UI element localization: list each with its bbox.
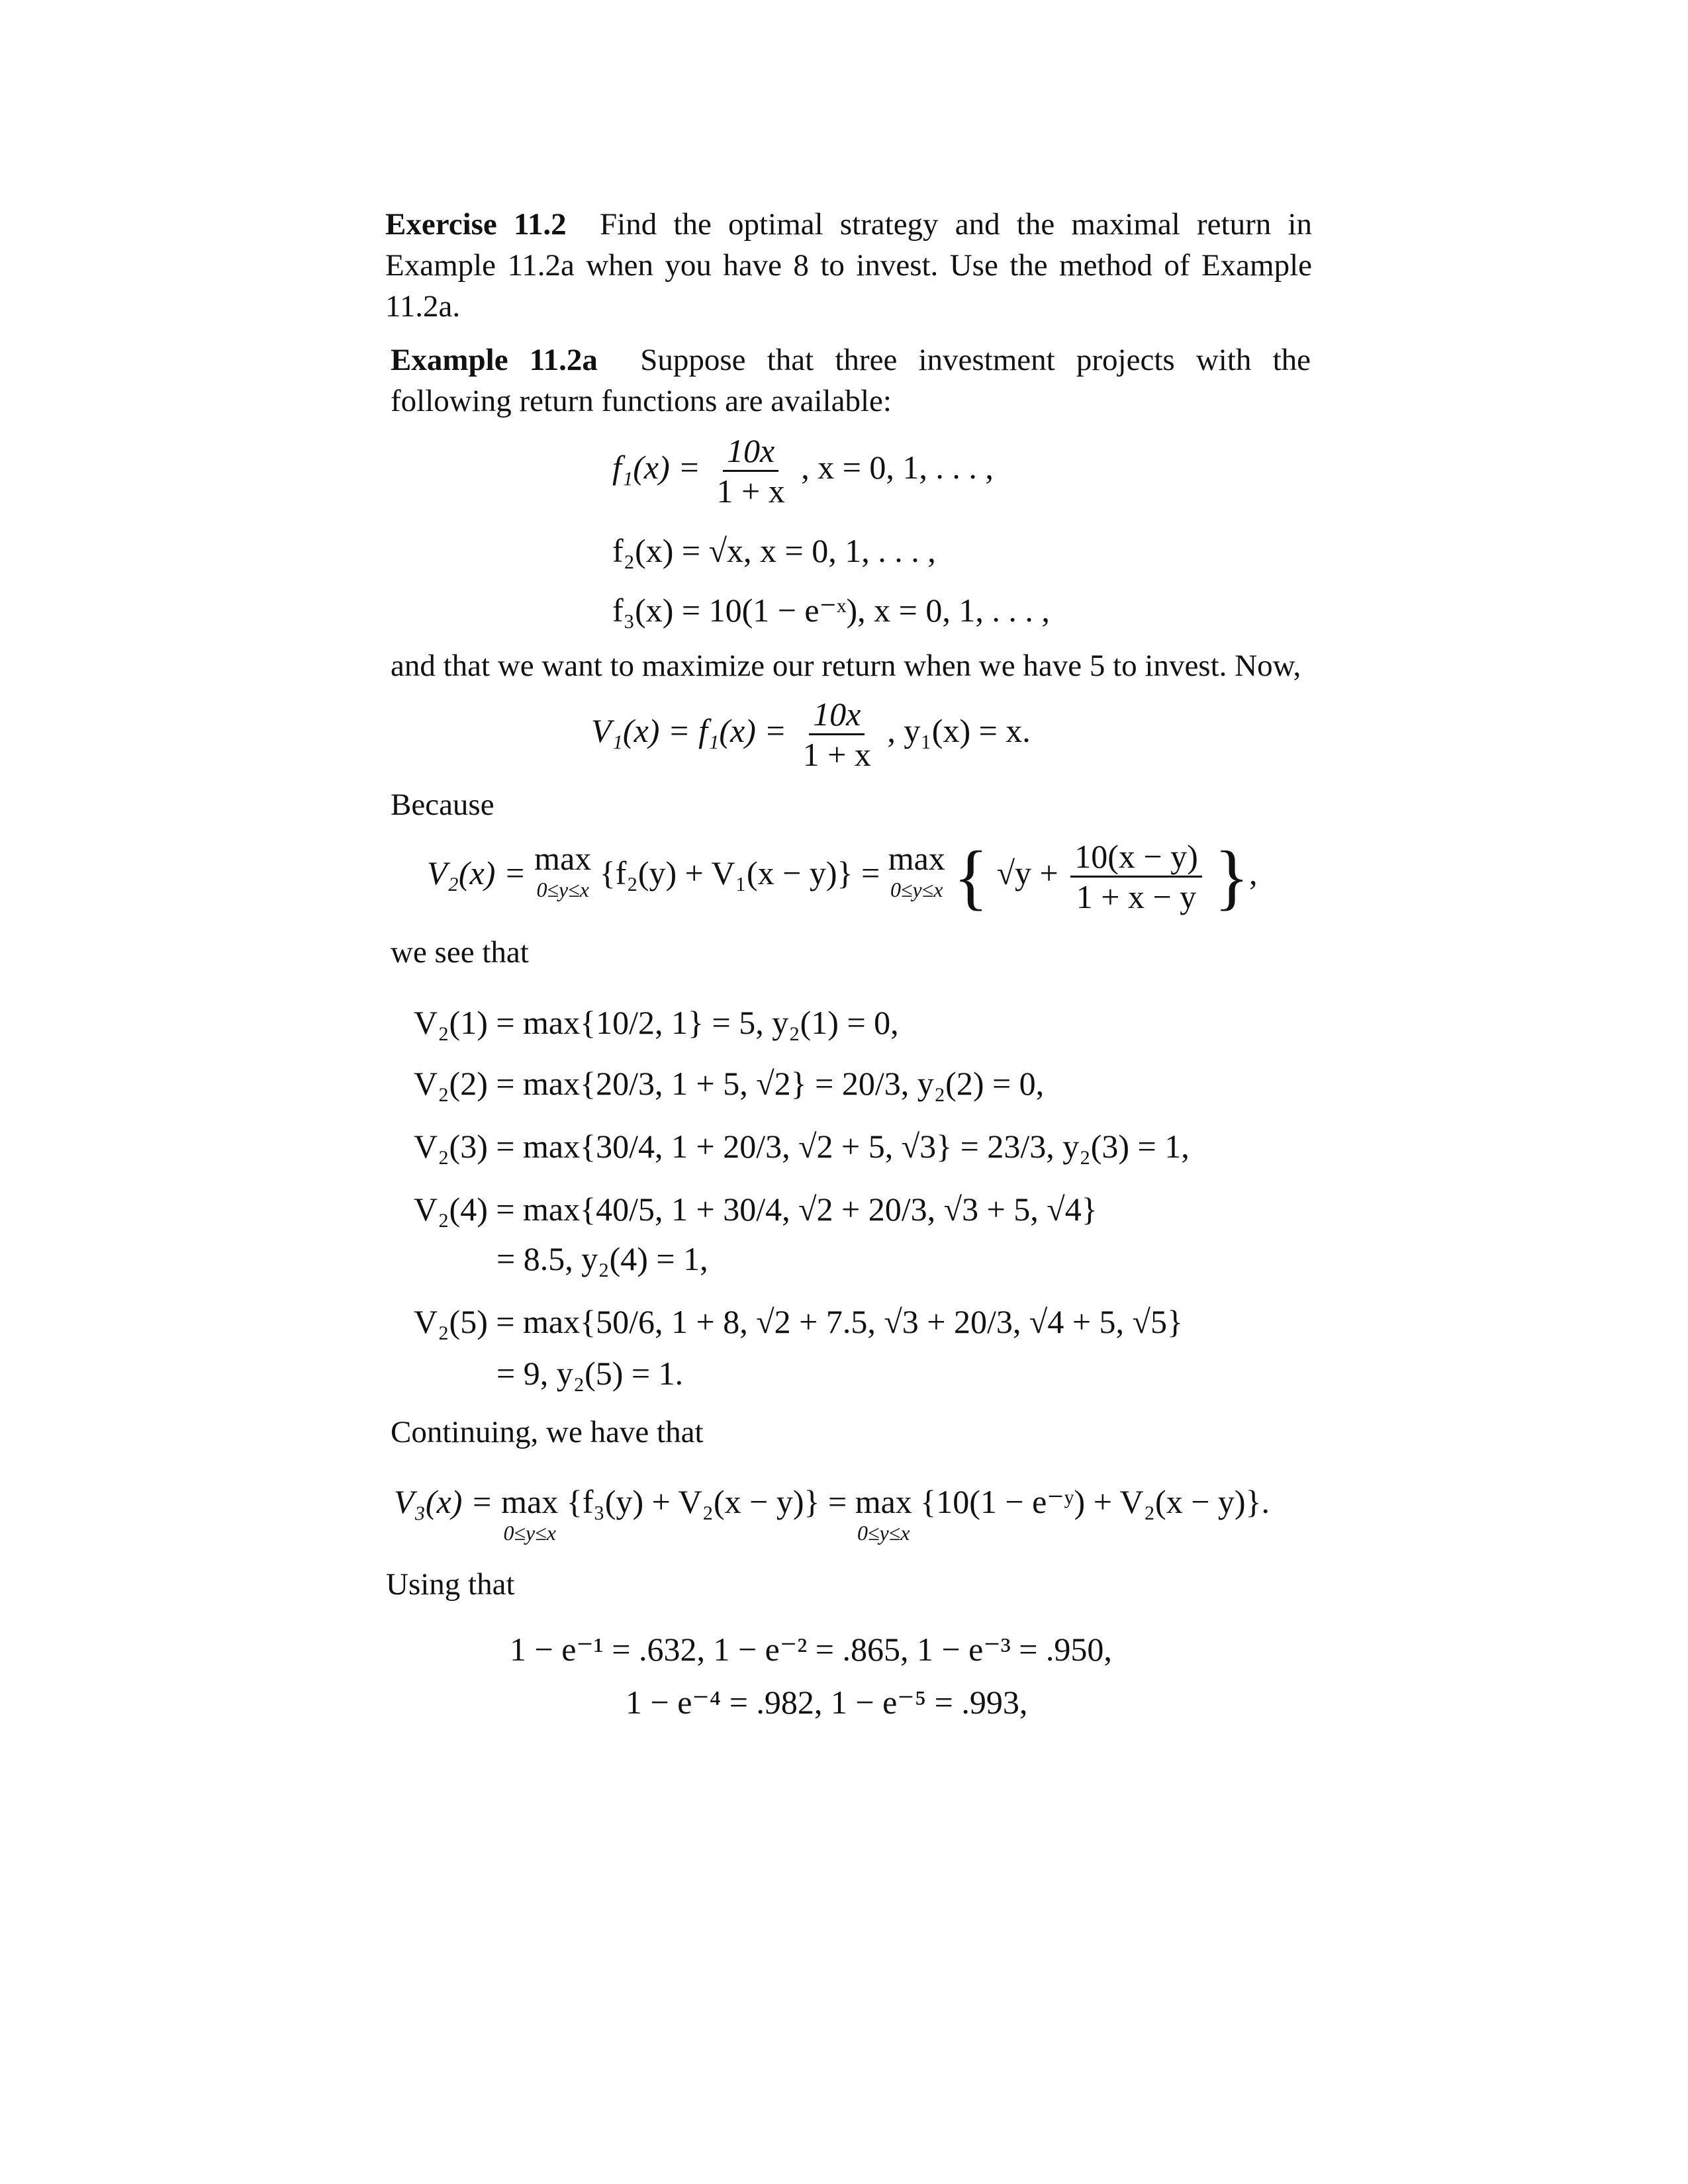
f2-text: f₂(x) = √x, x = 0, 1, . . . , xyxy=(612,532,936,569)
max-label: max xyxy=(888,840,945,877)
v2-fraction xyxy=(1070,837,1202,916)
v2-value-2 xyxy=(414,1062,1044,1105)
max-range: 0≤y≤x xyxy=(857,1521,910,1545)
max-range: 0≤y≤x xyxy=(536,878,589,901)
equation-f3 xyxy=(612,589,1050,631)
left-brace: { xyxy=(953,836,989,917)
v2-lhs: V₂(x) = xyxy=(427,854,526,891)
exp-values-text: 1 − e⁻¹ = .632, 1 − e⁻² = .865, 1 − e⁻³ = .950, xyxy=(510,1631,1112,1668)
equation-f1 xyxy=(612,432,994,510)
exercise-paragraph xyxy=(385,204,1312,327)
example-paragraph xyxy=(391,340,1311,422)
v2-value-text: V₂(5) = max{50/6, 1 + 8, √2 + 7.5, √3 + 20/3, √4 + 5, √5} xyxy=(414,1303,1183,1340)
v2-value-text: = 8.5, y₂(4) = 1, xyxy=(496,1240,708,1277)
example-label: Example 11.2a xyxy=(391,343,598,377)
max-label: max xyxy=(501,1483,559,1520)
v2-value-text: V₂(4) = max{40/5, 1 + 30/4, √2 + 20/3, √3 + 5, √4} xyxy=(414,1191,1098,1228)
exp-values-text: 1 − e⁻⁴ = .982, 1 − e⁻⁵ = .993, xyxy=(626,1684,1028,1721)
continuing-paragraph xyxy=(391,1412,704,1453)
max-range: 0≤y≤x xyxy=(890,878,943,901)
v1-denominator: 1 + x xyxy=(802,736,871,773)
v3-end: {10(1 − e⁻ʸ) + V₂(x − y)}. xyxy=(920,1483,1270,1520)
v2-denominator: 1 + x − y xyxy=(1076,878,1197,915)
exercise-label: Exercise 11.2 xyxy=(385,207,567,242)
exp-values-line-2 xyxy=(626,1681,1027,1723)
v3-middle: {f₃(y) + V₂(x − y)} = xyxy=(566,1483,847,1520)
maximize-text: and that we want to maximize our return when we have 5 to invest. Now, xyxy=(391,649,1301,683)
v2-value-1 xyxy=(414,1001,899,1044)
v1-numerator: 10x xyxy=(809,695,865,735)
max-range: 0≤y≤x xyxy=(503,1521,556,1545)
v3-max-operator-1 xyxy=(501,1480,558,1543)
right-brace: } xyxy=(1214,836,1250,917)
continuing-text: Continuing, we have that xyxy=(391,1415,704,1449)
v2-value-5 xyxy=(414,1300,1183,1343)
v2-value-text: V₂(1) = max{10/2, 1} = 5, y₂(1) = 0, xyxy=(414,1004,899,1041)
max-label: max xyxy=(855,1483,912,1520)
v2-numerator: 10(x − y) xyxy=(1070,837,1202,878)
we-see-paragraph xyxy=(391,932,529,973)
f1-lhs: f₁(x) = xyxy=(612,448,701,486)
v2-value-4 xyxy=(414,1188,1098,1230)
exercise-text: Find the optimal strategy and the maximal return in Example 11.2a when you have 8 to invest. Use the method of Example 11.2a. xyxy=(385,207,1312,324)
v3-max-operator-2 xyxy=(855,1480,912,1543)
v1-tail: , y₁(x) = x. xyxy=(887,711,1031,749)
v2-value-text: V₂(2) = max{20/3, 1 + 5, √2} = 20/3, y₂(2) = 0, xyxy=(414,1065,1045,1102)
equation-f2 xyxy=(612,529,936,572)
because-text: Because xyxy=(391,788,494,822)
v2-max-operator-1 xyxy=(534,837,591,899)
f1-denominator: 1 + x xyxy=(716,473,785,510)
f1-fraction xyxy=(713,432,789,510)
max-label: max xyxy=(534,840,592,877)
v2-sqrt-term: √y + xyxy=(996,854,1058,891)
equation-v2-definition xyxy=(427,837,1258,916)
v2-value-4-result xyxy=(496,1238,708,1280)
example-text: Suppose that three investment projects with the following return functions are available: xyxy=(391,343,1311,418)
v2-end: , xyxy=(1249,854,1258,891)
v3-lhs: V₃(x) = xyxy=(394,1483,493,1520)
f3-text: f₃(x) = 10(1 − e⁻ˣ), x = 0, 1, . . . , xyxy=(612,592,1050,629)
v2-value-5-result xyxy=(496,1352,683,1394)
equation-v1 xyxy=(591,695,1031,774)
equation-v3-definition xyxy=(394,1480,1270,1543)
maximize-paragraph xyxy=(391,645,1311,686)
v2-max-operator-2 xyxy=(888,837,945,899)
because-paragraph xyxy=(391,784,494,825)
v2-middle: {f₂(y) + V₁(x − y)} = xyxy=(599,854,880,891)
v1-fraction xyxy=(799,695,875,774)
f1-numerator: 10x xyxy=(723,432,778,472)
v1-lhs: V₁(x) = f₁(x) = xyxy=(591,711,787,749)
we-see-text: we see that xyxy=(391,935,529,970)
v2-value-text: = 9, y₂(5) = 1. xyxy=(496,1355,684,1392)
v2-value-text: V₂(3) = max{30/4, 1 + 20/3, √2 + 5, √3} = 23/3, y₂(3) = 1, xyxy=(414,1128,1190,1165)
v2-value-3 xyxy=(414,1125,1190,1167)
using-that-text: Using that xyxy=(386,1567,515,1602)
exp-values-line-1 xyxy=(510,1628,1112,1670)
f1-domain: , x = 0, 1, . . . , xyxy=(801,448,994,486)
using-that-paragraph xyxy=(386,1564,515,1605)
